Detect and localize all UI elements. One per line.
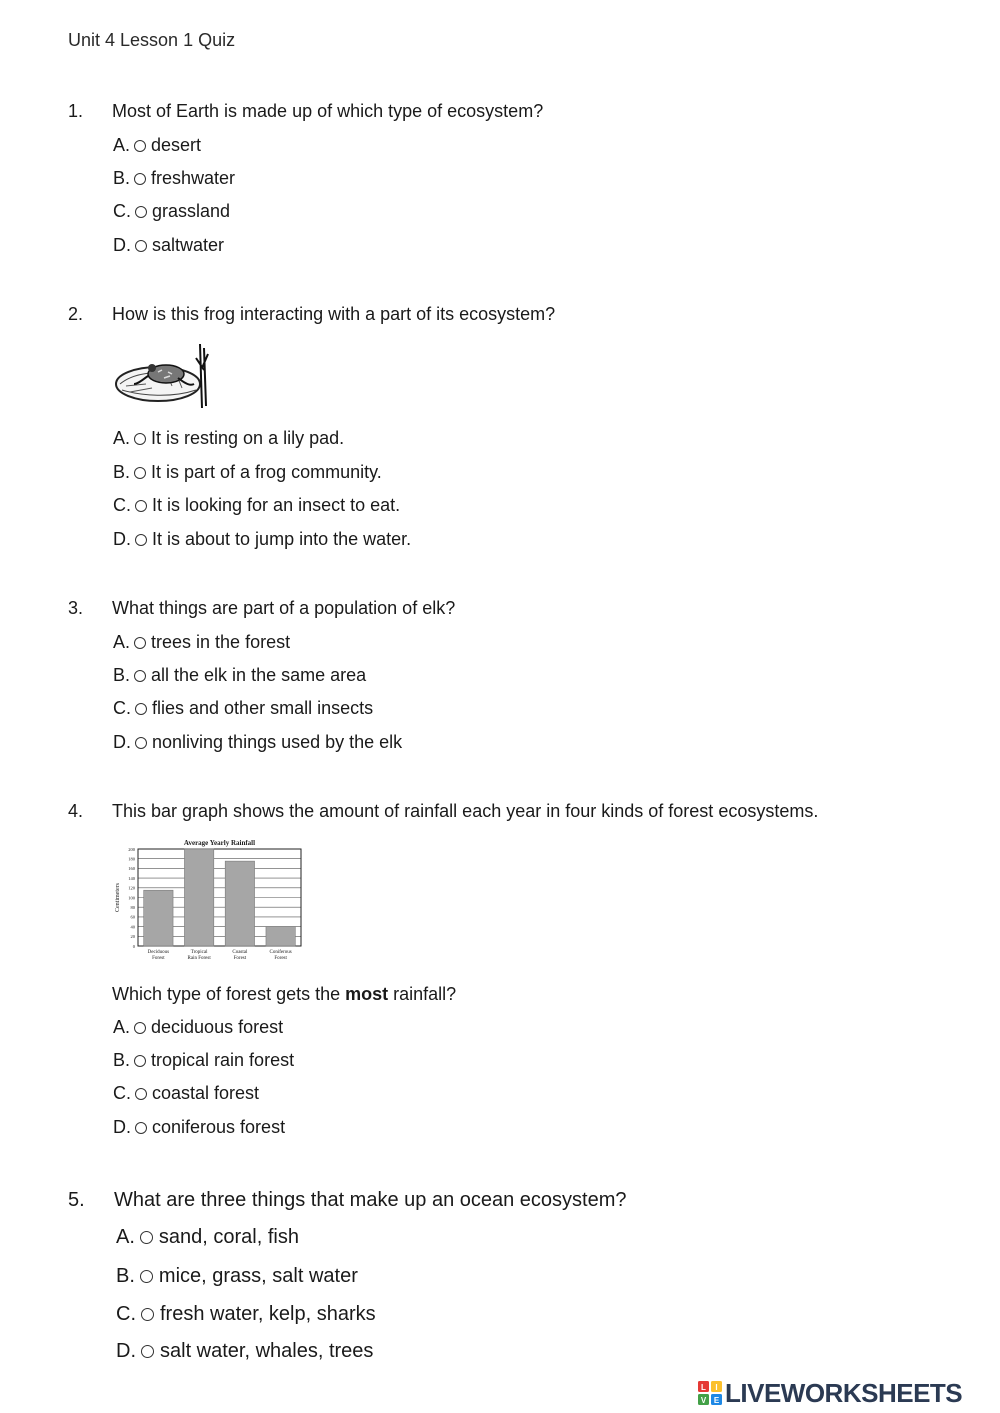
chart-y-tick-label: 40: [130, 924, 135, 930]
answer-option[interactable]: [113, 1083, 259, 1104]
option-letter: C.: [113, 1083, 131, 1103]
quiz-title: Unit 4 Lesson 1 Quiz: [68, 30, 236, 50]
question-text: What are three things that make up an ocean ecosystem?: [114, 1189, 627, 1211]
answer-option[interactable]: [113, 732, 402, 753]
chart-x-tick-label: Forest: [233, 956, 247, 961]
answer-option[interactable]: [113, 665, 366, 686]
chart-x-tick-label: Coniferous: [269, 950, 292, 955]
option-letter: A.: [116, 1226, 135, 1248]
answer-option[interactable]: [113, 1050, 294, 1071]
option-letter: B.: [113, 462, 131, 482]
chart-bar: [144, 890, 173, 946]
answer-option[interactable]: [113, 201, 230, 222]
chart-y-tick-label: 140: [128, 875, 135, 881]
option-text: deciduous forest: [151, 1017, 284, 1037]
answer-option[interactable]: [113, 529, 411, 550]
chart-title: Average Yearly Rainfall: [183, 839, 256, 847]
question-number: 2.: [68, 304, 84, 324]
answer-option[interactable]: [113, 135, 201, 156]
chart-y-axis-label: Centimeters: [115, 883, 121, 912]
option-letter: C.: [113, 698, 131, 718]
logo-letter: I: [715, 1383, 718, 1392]
radio-circle-icon[interactable]: [135, 206, 147, 218]
chart-y-tick-label: 20: [130, 934, 135, 940]
option-letter: C.: [113, 495, 131, 515]
chart-y-tick-label: 0: [132, 943, 135, 949]
radio-circle-icon[interactable]: [141, 1308, 154, 1321]
option-text: flies and other small insects: [152, 698, 374, 718]
answer-option[interactable]: [113, 428, 344, 449]
question-number: 1.: [68, 101, 84, 121]
answer-option[interactable]: [113, 698, 373, 719]
option-text: It is part of a frog community.: [151, 462, 382, 482]
radio-circle-icon[interactable]: [134, 433, 146, 445]
option-text: grassland: [152, 201, 231, 221]
option-letter: C.: [113, 201, 131, 221]
option-text: mice, grass, salt water: [158, 1265, 358, 1287]
chart-y-tick-label: 120: [128, 885, 135, 891]
question-number: 5.: [68, 1189, 85, 1211]
option-text: salt water, whales, trees: [160, 1340, 374, 1362]
radio-circle-icon[interactable]: [134, 173, 146, 185]
answer-option[interactable]: [113, 1017, 283, 1038]
sub-question-text: Which type of forest gets the: [112, 984, 346, 1004]
rainfall-bar-chart: [112, 836, 308, 966]
answer-option[interactable]: [113, 168, 235, 189]
chart-x-tick-label: Forest: [152, 956, 165, 961]
radio-circle-icon[interactable]: [134, 1022, 146, 1034]
option-letter: B.: [113, 168, 131, 188]
radio-circle-icon[interactable]: [135, 240, 147, 252]
chart-y-tick-label: 80: [130, 905, 135, 910]
answer-option[interactable]: [116, 1340, 373, 1363]
radio-circle-icon[interactable]: [134, 670, 146, 682]
option-letter: A.: [113, 1017, 131, 1037]
chart-x-tick-label: Tropical: [190, 950, 208, 955]
chart-x-tick-label: Deciduous: [147, 950, 170, 955]
option-letter: D.: [113, 235, 131, 255]
answer-option[interactable]: [116, 1226, 299, 1249]
chart-y-tick-label: 60: [130, 914, 135, 920]
question-text: What things are part of a population of elk?: [112, 598, 456, 618]
radio-circle-icon[interactable]: [134, 140, 146, 152]
chart-y-tick-label: 100: [128, 895, 135, 901]
radio-circle-icon[interactable]: [135, 1122, 147, 1134]
option-text: It is about to jump into the water.: [152, 529, 412, 549]
answer-option[interactable]: [113, 462, 382, 483]
liveworksheets-logo-icon: [698, 1381, 722, 1405]
option-letter: A.: [113, 135, 131, 155]
question-text: Most of Earth is made up of which type of ecosystem?: [112, 101, 544, 121]
radio-circle-icon[interactable]: [135, 534, 147, 546]
option-letter: C.: [116, 1303, 136, 1325]
radio-circle-icon[interactable]: [135, 737, 147, 749]
option-text: It is resting on a lily pad.: [151, 428, 345, 448]
liveworksheets-logo: [698, 1376, 962, 1410]
answer-option[interactable]: [116, 1303, 376, 1326]
option-text: tropical rain forest: [151, 1050, 295, 1070]
option-text: freshwater: [151, 168, 236, 188]
radio-circle-icon[interactable]: [140, 1270, 153, 1283]
answer-option[interactable]: [116, 1265, 358, 1288]
chart-y-tick-label: 180: [128, 856, 135, 862]
option-text: coastal forest: [152, 1083, 260, 1103]
brand-name: LIVEWORKSHEETS: [725, 1377, 963, 1408]
radio-circle-icon[interactable]: [134, 1055, 146, 1067]
radio-circle-icon[interactable]: [135, 703, 147, 715]
chart-x-tick-label: Rain Forest: [187, 956, 211, 961]
radio-circle-icon[interactable]: [135, 500, 147, 512]
radio-circle-icon[interactable]: [141, 1345, 154, 1358]
option-text: It is looking for an insect to eat.: [152, 495, 401, 515]
option-letter: D.: [113, 1117, 131, 1137]
option-text: fresh water, kelp, sharks: [160, 1303, 376, 1325]
option-text: nonliving things used by the elk: [152, 732, 403, 752]
question-text: How is this frog interacting with a part of its ecosystem?: [112, 304, 556, 324]
option-letter: B.: [113, 665, 131, 685]
option-letter: A.: [113, 428, 131, 448]
sub-question-text: rainfall?: [388, 984, 457, 1004]
option-letter: D.: [113, 732, 131, 752]
chart-bar: [225, 861, 254, 946]
chart-y-tick-label: 200: [128, 846, 135, 852]
radio-circle-icon[interactable]: [135, 1088, 147, 1100]
question-number: 3.: [68, 598, 84, 618]
question-number: 4.: [68, 801, 84, 821]
logo-letter: E: [713, 1396, 720, 1405]
option-text: coniferous forest: [152, 1117, 286, 1137]
radio-circle-icon[interactable]: [140, 1231, 153, 1244]
option-text: desert: [151, 135, 202, 155]
chart-x-tick-label: Forest: [274, 956, 287, 961]
option-letter: D.: [116, 1340, 136, 1362]
chart-bar: [184, 849, 213, 946]
answer-option[interactable]: [113, 235, 224, 256]
answer-option[interactable]: [113, 1117, 285, 1138]
logo-letter: V: [700, 1396, 707, 1405]
answer-option[interactable]: [113, 495, 400, 516]
frog-on-lily-pad-image: [112, 340, 216, 412]
chart-bar: [266, 927, 295, 946]
radio-circle-icon[interactable]: [134, 637, 146, 649]
radio-circle-icon[interactable]: [134, 467, 146, 479]
chart-y-tick-label: 160: [128, 866, 135, 872]
option-text: all the elk in the same area: [151, 665, 367, 685]
option-letter: A.: [113, 632, 131, 652]
option-letter: D.: [113, 529, 131, 549]
question-text: This bar graph shows the amount of rainfall each year in four kinds of forest ecosystems.: [112, 801, 819, 821]
option-text: sand, coral, fish: [158, 1226, 299, 1248]
option-letter: B.: [116, 1265, 135, 1287]
option-text: trees in the forest: [151, 632, 291, 652]
answer-option[interactable]: [113, 632, 290, 653]
sub-question: [112, 984, 456, 1005]
sub-question-emphasis: most: [345, 984, 389, 1004]
logo-letter: L: [701, 1383, 706, 1392]
chart-x-tick-label: Coastal: [232, 950, 248, 955]
option-text: saltwater: [152, 235, 225, 255]
option-letter: B.: [113, 1050, 131, 1070]
